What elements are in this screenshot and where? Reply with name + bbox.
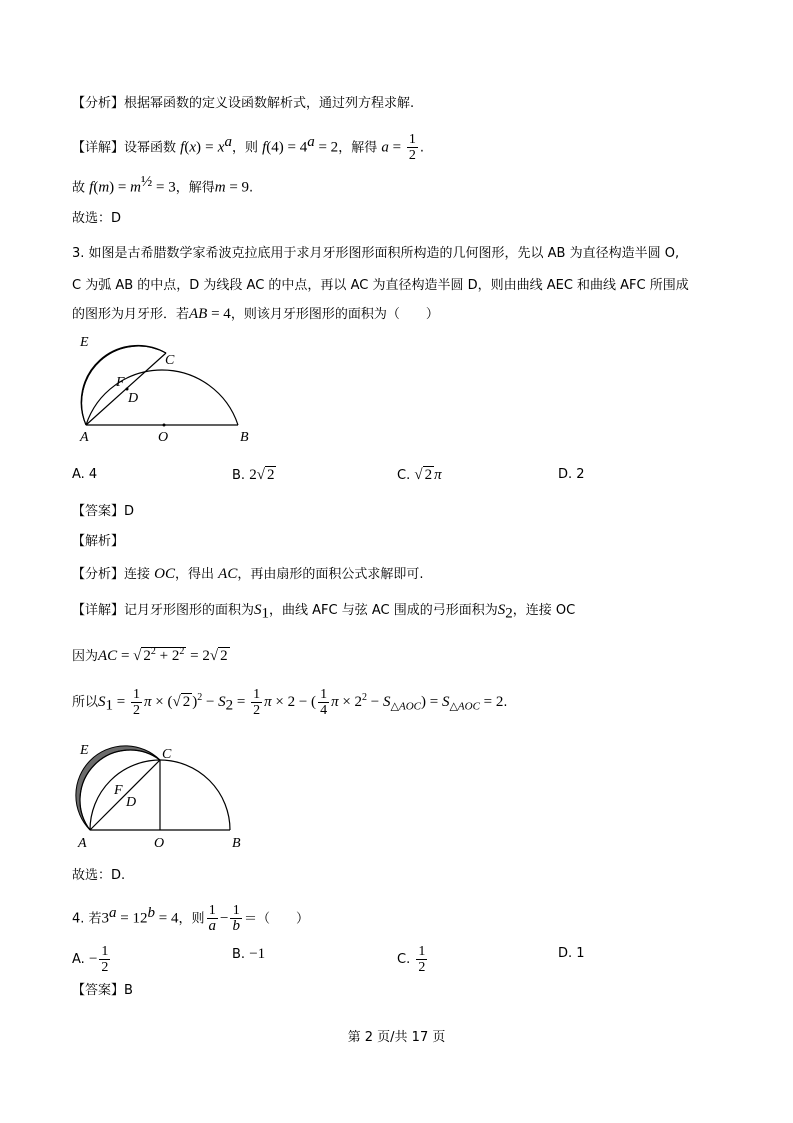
lune-figure-1 [70,330,270,448]
label-e: E [80,335,89,350]
detail-label: 【详解】 [72,603,125,618]
q4-stem-text: 4. 若 [72,911,102,927]
q4-stem-text: ＝（ ） [243,911,309,927]
q3-stem-text: ，则该月牙形图形的面积为（ ） [230,307,439,322]
q3-stem-text: 的图形为月牙形．若 [72,307,190,322]
detail-text: ，则 [231,140,258,156]
so-text: 所以 [72,695,99,710]
q3-option-d: D. 2 [558,467,585,482]
option-letter: C. [397,468,411,483]
detail-label: 【详解】 [72,140,125,156]
fraction-one-half: $\frac{1}{2}$ [408,132,416,164]
detail-text: 记月牙形图形的面积为 [124,603,255,618]
chord-ac [90,760,160,830]
label-d: D [126,795,137,810]
q4-option-d: D. 1 [558,946,585,961]
q4-option-b: B. −1 [232,946,266,962]
label-b: B [240,430,249,445]
detail-text: 设幂函数 [124,140,177,156]
q4-option-c: C. $\frac{1}{2}$ [397,944,426,975]
label-c: C [162,747,172,762]
analysis-text: 连接 [124,567,151,582]
option-letter: B. [232,947,246,962]
label-b: B [232,836,241,851]
label-f: F [116,375,125,390]
label-o: O [158,430,169,445]
q3-answer-line [72,502,134,522]
analysis-text: 根据幂函数的定义设函数解析式，通过列方程求解. [124,96,415,111]
answer-value: D [124,504,135,519]
option-letter: C. [397,952,411,967]
q3-option-b: B. 2√ 2 [232,467,275,483]
label-f: F [114,783,123,798]
q3-stem-line1: 3. 如图是古希腊数学家希波克拉底用于求月牙形图形面积所构造的几何图形，先以 AB 为直径构造半圆 O, [72,246,680,261]
q3-option-a: A. 4 [72,467,98,482]
q4-stem-text: ，则 [178,911,205,927]
answer-value: B [124,983,133,998]
explanation-label: 【解析】 [72,534,125,549]
therefore-text: 故 [72,180,86,196]
q3-detail-line: 【详解】记月牙形图形的面积为$S_1$，曲线 AFC 与弦 AC 围成的弓形面积为$S_2$，连接 OC [72,602,576,622]
large-semicircle [86,370,238,425]
detail-text: ，曲线 AFC 与弦 AC 围成的弓形面积为 [269,603,498,618]
q3-stem-line2: C 为弧 AB 的中点，D 为线段 AC 的中点，再以 AC 为直径构造半圆 D，则由曲线 AEC 和曲线 AFC 所围成 [72,278,689,293]
q3-choice: 故选：D. [72,868,126,883]
solve-text: ，解得 [175,180,215,196]
prev-therefore-line: 故 $f(m) = m^{\frac{1}{2}} = 3$，解得m = 9. [72,174,254,196]
label-d: D [128,391,139,406]
q3-so-line: 所以$S_1$ = $\frac{1}{2}$ π × (√ 2 )$^2 - S_2$ = $\frac{1}{2}$ π × 2 − ( $\frac{1}{4}$ $\pi \times 2^2 - S_{\triangle AOC}) = S_{\triangle AOC} = 2$. [72,687,508,718]
page-footer: 第 2 页/共 17 页 [347,1030,446,1045]
label-e: E [80,743,89,758]
label-c: C [165,353,175,368]
formula-power-function: f [180,139,185,156]
q4-stem: 4. 若$3^a = 12^b = 4$，则 $\frac{1}{a}$ − $\frac{1}{b}$ ＝（ ） [72,903,309,935]
option-letter: B. [232,468,246,483]
prev-detail-line: 【详解】设幂函数 $f(x) = x^a$，则 $f(4) = 4^a = 2$，解得 a = $\frac{1}{2}$ . [72,132,424,164]
q4-answer-line [72,981,133,1001]
detail-text: ，连接 OC [512,603,576,618]
answer-label: 【答案】 [72,504,125,519]
detail-text: ，解得 [338,140,378,156]
option-letter: A. [72,952,85,967]
label-a: A [78,836,87,851]
q3-because-line: 因为AC = √ $2^2 + 2^2 = 2√$ 2 [72,646,228,664]
analysis-text: ，再由扇形的面积公式求解即可. [237,567,424,582]
q3-stem-line3: 的图形为月牙形．若AB = 4，则该月牙形图形的面积为（ ） [72,306,439,322]
answer-label: 【答案】 [72,983,125,998]
q3-option-c: C. √ 2 π [397,467,442,483]
q3-analysis-line: 【分析】连接 OC，得出 AC，再由扇形的面积公式求解即可. [72,566,424,582]
because-text: 因为 [72,649,99,664]
label-a: A [80,430,89,445]
analysis-text: ，得出 [175,567,215,582]
label-o: O [154,836,165,851]
analysis-label: 【分析】 [72,96,125,111]
prev-choice: 故选：D [72,211,122,226]
q4-option-a: A. − $\frac{1}{2}$ [72,944,109,975]
lune-figure-2 [70,738,270,856]
prev-analysis-line [72,94,414,114]
analysis-label: 【分析】 [72,567,125,582]
